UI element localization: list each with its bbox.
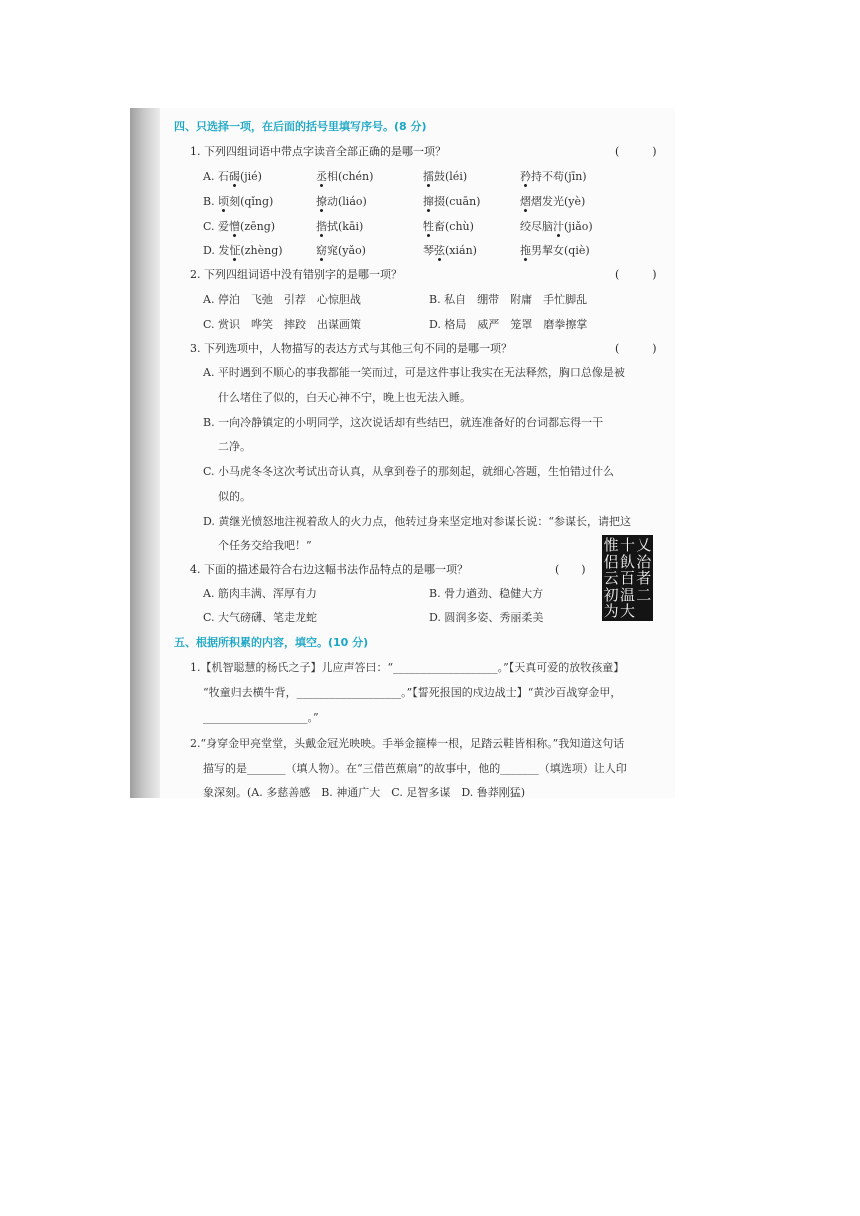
- section-5-title: 五、根据所积累的内容，填空。(10 分): [174, 636, 369, 649]
- option-text: D. 发: [203, 244, 230, 257]
- calligraphy-character: 十: [619, 536, 635, 554]
- emphasis-dot-icon: [427, 184, 430, 187]
- dotted-character-text: 丞: [316, 170, 327, 183]
- section-4-title: 四、只选择一项，在后面的括号里填写序号。(8 分): [174, 120, 427, 133]
- calligraphy-column: [603, 537, 619, 619]
- calligraphy-character: 飤: [619, 552, 635, 571]
- calligraphy-column: [636, 537, 652, 619]
- s5-q2-line3: 象深刻。(A. 多慈善感 B. 神通广大 C. 足智多谋 D. 鲁莽刚猛): [203, 786, 526, 799]
- option-text: 掇(cuān): [434, 195, 481, 208]
- q1-option-cell: [423, 193, 480, 209]
- option-text: (zēng): [240, 220, 276, 233]
- option-text: B.: [203, 195, 219, 208]
- dotted-character-text: 弦: [434, 244, 445, 257]
- q1-option-cell: [423, 218, 474, 234]
- dotted-character: [423, 220, 434, 233]
- option-text: 畜(chù): [434, 220, 474, 233]
- calligraphy-character: 大: [619, 602, 635, 620]
- option-text: 熠发光(yè): [531, 195, 586, 208]
- q1-option-cell: [203, 193, 273, 209]
- q4-option-d: D. 圆润多姿、秀丽柔美: [429, 611, 544, 624]
- q1-option-cell: [316, 168, 373, 184]
- calligraphy-character: 者: [636, 569, 652, 587]
- s5-q1-line1: 1.【机智聪慧的杨氏之子】儿应声答曰：“___________________。”【天真可爱的放牧孩童】: [190, 661, 625, 674]
- dotted-character: [229, 170, 240, 183]
- dotted-character: [423, 170, 434, 183]
- calligraphy-character: 温: [619, 585, 635, 604]
- dotted-character-text: 碣: [228, 170, 240, 183]
- dotted-character-text: 怔: [229, 244, 241, 257]
- dotted-character-text: 撩: [316, 195, 327, 208]
- q1-option-cell: [423, 168, 467, 184]
- q1-option-cell: [316, 193, 367, 209]
- emphasis-dot-icon: [320, 184, 323, 187]
- q4-option-a: A. 筋肉丰满、浑厚有力: [203, 587, 317, 600]
- option-text: A. 石: [203, 170, 229, 183]
- option-text: (xián): [445, 244, 477, 257]
- option-text: (jiǎo): [564, 220, 593, 233]
- s5-q1-line3: ___________________。”: [203, 711, 319, 724]
- emphasis-dot-icon: [320, 258, 323, 261]
- dotted-character-text: 牲: [423, 220, 434, 233]
- option-text: 窕(yǎo): [327, 244, 366, 257]
- option-text: 持不苟(jīn): [531, 170, 587, 183]
- answer-paren-q1[interactable]: ( ): [615, 145, 657, 158]
- question-2-stem: 2. 下列四组词语中没有错别字的是哪一项？: [190, 268, 402, 281]
- dotted-character-text: 矜: [520, 170, 531, 183]
- dotted-character-text: 拖: [520, 244, 531, 257]
- option-text: 刻(qǐng): [229, 195, 274, 208]
- q2-option-a: A. 停泊 飞弛 引荐 心惊胆战: [203, 293, 361, 306]
- calligraphy-image: [602, 535, 653, 621]
- calligraphy-character: 百: [619, 569, 635, 587]
- dotted-character: [423, 195, 434, 208]
- q1-option-cell: [316, 242, 366, 258]
- emphasis-dot-icon: [524, 209, 527, 212]
- q3-option-d-line2: 个任务交给我吧！”: [218, 539, 312, 552]
- dotted-character: [520, 195, 531, 208]
- q3-option-c-line1: C. 小马虎冬冬这次考试出奇认真，从拿到卷子的那刻起，就细心答题，生怕错过什么: [203, 465, 615, 478]
- emphasis-dot-icon: [427, 234, 430, 237]
- dotted-character: [316, 195, 327, 208]
- calligraphy-character: 治: [636, 552, 652, 571]
- calligraphy-character: 侣: [603, 552, 619, 571]
- s5-q2-line2: 描写的是_______（填人物）。在“三借芭蕉扇”的故事中，他的_______（填选项）让人印: [203, 762, 627, 775]
- option-text: 琴: [423, 244, 434, 257]
- q4-option-c: C. 大气磅礴、笔走龙蛇: [203, 611, 318, 624]
- dotted-character: [229, 220, 240, 233]
- option-text: 动(liáo): [327, 195, 367, 208]
- q2-option-b: B. 私自 绷带 附庸 手忙脚乱: [429, 293, 588, 306]
- calligraphy-character: 乂: [636, 536, 652, 554]
- answer-paren-q2[interactable]: ( ): [615, 268, 657, 281]
- dotted-character-text: 熠: [520, 195, 531, 208]
- q1-option-cell: [316, 218, 363, 234]
- dotted-character-text: 窈: [316, 244, 327, 257]
- question-4-stem: 4. 下面的描述最符合右边这幅书法作品特点的是哪一项？: [190, 563, 468, 576]
- option-text: (zhèng): [240, 244, 283, 257]
- q1-option-cell: [520, 193, 585, 209]
- option-text: 绞尽脑: [520, 220, 553, 233]
- calligraphy-character: 惟: [603, 536, 619, 554]
- calligraphy-column: [619, 537, 635, 619]
- dotted-character: [434, 244, 445, 257]
- dotted-character-text: 汁: [553, 220, 564, 233]
- dotted-character-text: 顷: [218, 195, 230, 208]
- dotted-character: [229, 244, 240, 257]
- emphasis-dot-icon: [524, 258, 527, 261]
- q1-option-cell: [520, 218, 593, 234]
- q1-option-cell: [423, 242, 477, 258]
- option-text: (jié): [239, 170, 262, 183]
- calligraphy-character: 为: [603, 602, 619, 620]
- dotted-character-text: 撺: [423, 195, 434, 208]
- dotted-character: [316, 170, 327, 183]
- calligraphy-character: 初: [603, 585, 619, 604]
- q3-option-b-line2: 二净。: [218, 440, 251, 453]
- emphasis-dot-icon: [438, 258, 441, 261]
- q3-option-a-line2: 什么堵住了似的，白天心神不宁，晚上也无法入睡。: [218, 391, 471, 404]
- calligraphy-character: 云: [603, 569, 619, 587]
- q1-option-cell: [203, 218, 275, 234]
- q1-option-cell: [520, 242, 590, 258]
- dotted-character: [218, 195, 229, 208]
- q1-option-cell: [520, 168, 587, 184]
- option-text: 拭(kāi): [327, 220, 364, 233]
- emphasis-dot-icon: [524, 184, 527, 187]
- emphasis-dot-icon: [320, 209, 323, 212]
- q3-option-d-line1: D. 黄继光愤怒地注视着敌人的火力点，他转过身来坚定地对参谋长说：“参谋长，请把这: [203, 515, 632, 528]
- emphasis-dot-icon: [320, 234, 323, 237]
- question-1-stem: 1. 下列四组词语中带点字读音全部正确的是哪一项？: [190, 145, 446, 158]
- dotted-character: [316, 244, 327, 257]
- option-text: 男挈女(qiè): [531, 244, 590, 257]
- emphasis-dot-icon: [233, 184, 236, 187]
- dotted-character: [316, 220, 327, 233]
- q4-option-b: B. 骨力遒劲、稳健大方: [429, 587, 544, 600]
- option-text: 相(chén): [327, 170, 374, 183]
- s5-q1-line2: “牧童归去横牛背，___________________。”【誓死报国的戍边战士】“黄沙百战穿金甲，: [203, 686, 622, 699]
- dotted-character-text: 憎: [229, 220, 241, 233]
- dotted-character-text: 揩: [316, 220, 327, 233]
- emphasis-dot-icon: [427, 209, 430, 212]
- q3-option-c-line2: 似的。: [218, 490, 251, 503]
- q3-option-a-line1: A. 平时遇到不顺心的事我都能一笑而过，可是这件事让我实在无法释然，胸口总像是被: [203, 366, 625, 379]
- question-3-stem: 3. 下列选项中，人物描写的表达方式与其他三句不同的是哪一项？: [190, 342, 512, 355]
- dotted-character-text: 擂: [423, 170, 434, 183]
- q3-option-b-line1: B. 一向冷静镇定的小明同学，这次说话却有些结巴，就连准备好的台词都忘得一干: [203, 416, 604, 429]
- page-spine-shadow: [130, 108, 160, 798]
- dotted-character: [520, 170, 531, 183]
- dotted-character: [553, 220, 564, 233]
- option-text: C. 爱: [203, 220, 230, 233]
- q2-option-d: D. 格局 威严 笼罩 磨拳擦掌: [429, 318, 588, 331]
- q2-option-c: C. 赏识 哗笑 摔跤 出谋画策: [203, 318, 362, 331]
- answer-paren-q4[interactable]: ( ): [555, 563, 586, 576]
- s5-q2-line1: 2.“身穿金甲亮堂堂，头戴金冠光映映。手举金箍棒一根，足踏云鞋皆相称。”我知道这句话: [190, 737, 625, 750]
- answer-paren-q3[interactable]: ( ): [615, 342, 657, 355]
- dotted-character: [520, 244, 531, 257]
- q1-option-cell: [203, 168, 262, 184]
- calligraphy-character: 二: [636, 585, 652, 604]
- q1-option-cell: [203, 242, 283, 258]
- option-text: 鼓(léi): [434, 170, 468, 183]
- emphasis-dot-icon: [557, 234, 560, 237]
